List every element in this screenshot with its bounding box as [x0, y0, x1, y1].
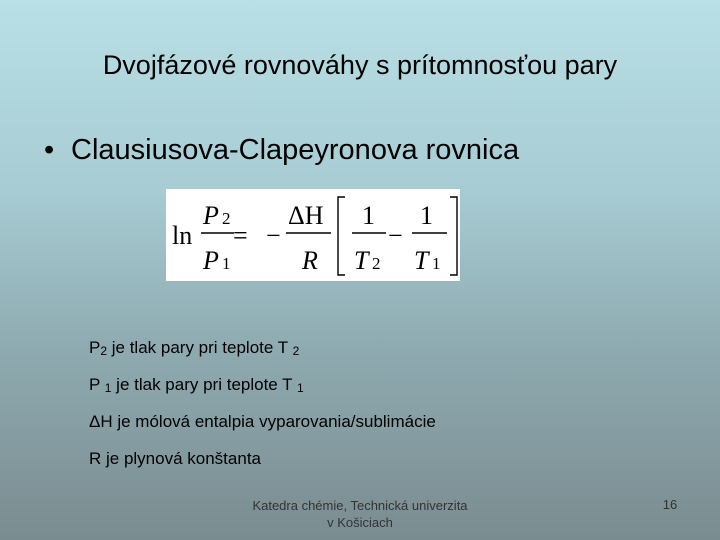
formula-dh: ΔH: [288, 201, 324, 230]
definition-r: R je plynová konštanta: [89, 449, 261, 468]
formula-t1-sub: 1: [432, 254, 441, 273]
formula-p1-sub: 1: [222, 254, 231, 273]
formula-equals: =: [233, 221, 248, 250]
formula-r: R: [302, 246, 318, 275]
definition-dh: ΔH je mólová entalpia vyparovania/sublimácie: [89, 412, 436, 431]
formula-ln: ln: [172, 221, 193, 250]
formula-p2-sub: 2: [222, 209, 231, 228]
definition-p2: P 2 je tlak pary pri teplote T 2: [89, 338, 300, 358]
bullet-dot-icon: •: [44, 134, 55, 166]
bullet-text: Clausiusova-Clapeyronova rovnica: [71, 134, 520, 166]
formula-minus2: −: [388, 221, 403, 250]
right-bracket: [450, 197, 457, 275]
slide-title: Dvojfázové rovnováhy s prítomnosťou pary: [102, 50, 618, 80]
formula-t2: T: [354, 246, 369, 275]
definitions-list: [89, 338, 436, 486]
formula-minus: −: [266, 221, 281, 250]
formula-one-a: 1: [362, 201, 375, 230]
page-number: 16: [662, 497, 678, 512]
formula-p1: P: [203, 246, 219, 275]
bullet-item: [44, 134, 519, 167]
definition-p1: P 1 je tlak pary pri teplote T 1: [89, 375, 304, 395]
formula-t1: T: [414, 246, 429, 275]
formula-t2-sub: 2: [372, 254, 381, 273]
formula-image: [166, 189, 460, 281]
formula-p2: P: [203, 201, 219, 230]
formula-one-b: 1: [420, 201, 433, 230]
footer-text: Katedra chémie, Technická univerzita v Košiciach: [252, 498, 468, 530]
left-bracket: [338, 197, 345, 275]
